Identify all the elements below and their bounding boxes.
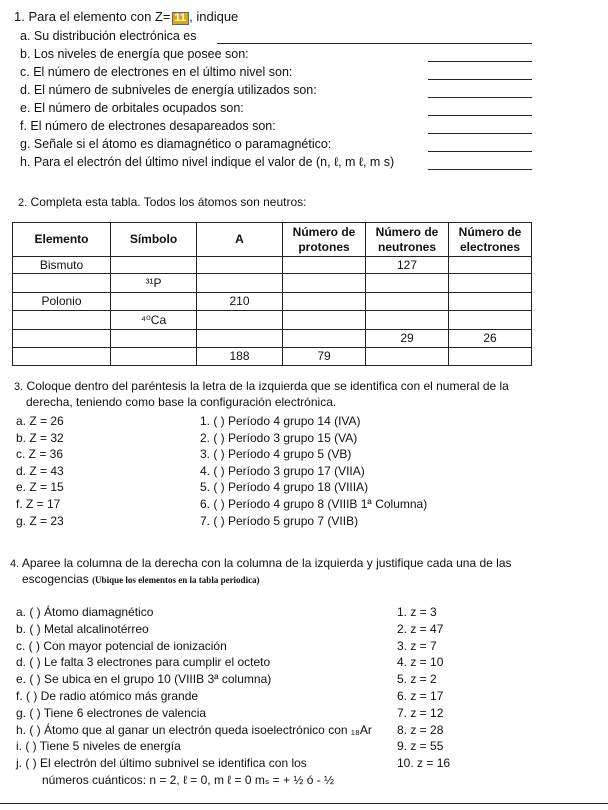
q4-left-item: c. ( ) Con mayor potencial de ionización	[16, 638, 227, 653]
table-cell	[449, 257, 532, 274]
q3-text-line2: derecha, teniendo como base la configuración electrónica.	[26, 395, 337, 409]
q3-right-item: 6. ( ) Período 4 grupo 8 (VIIIB 1ª Columna)	[200, 497, 428, 511]
table-cell	[111, 257, 197, 274]
table-cell	[449, 274, 532, 293]
table-header-line: A	[235, 232, 244, 246]
table-cell: 26	[449, 330, 532, 348]
q1-answer-line	[428, 79, 532, 80]
table-cell	[366, 274, 449, 293]
q4-left-item: h. ( ) Átomo que al ganar un electrón queda isoelectrónico con ₁₈Ar	[16, 722, 372, 737]
table-header-line: Número de	[292, 224, 356, 239]
q2-title: Completa esta tabla. Todos los átomos son neutros:	[30, 195, 307, 209]
table-cell: 79	[283, 348, 366, 366]
table-cell	[13, 348, 111, 366]
q4-right-item: 2. z = 47	[397, 621, 444, 636]
q3-left-item: e. Z = 15	[16, 480, 64, 495]
q3-left-item: g. Z = 23	[16, 513, 64, 528]
q1-item: c. El número de electrones en el último nivel son:	[20, 65, 293, 79]
table-cell: Bismuto	[13, 257, 111, 274]
q4-right-item: 9. z = 55	[397, 739, 444, 754]
q1-z-value-box: 11	[172, 12, 190, 25]
q4-number: 4.	[10, 558, 20, 570]
q4-left-item: j. ( ) El electrón del último subnivel se identifica con los	[16, 756, 307, 771]
table-row	[13, 293, 532, 311]
table-cell	[366, 293, 449, 311]
table-cell	[13, 311, 111, 330]
q1-item: b. Los niveles de energía que posee son:	[20, 47, 249, 61]
q1-answer-line	[428, 61, 532, 62]
q1-answer-line	[428, 169, 532, 170]
table-cell	[283, 274, 366, 293]
q3-right-item: 1. ( ) Período 4 grupo 14 (IVA)	[200, 414, 361, 428]
q3-text-line1	[14, 379, 509, 393]
q4-left-extra: números cuánticos: n = 2, ℓ = 0, m ℓ = 0 mₛ = + ½ ó - ½	[42, 773, 335, 787]
table-header-line: protones	[298, 239, 350, 254]
q4-note: (Ubique los elementos en la tabla periodica)	[92, 575, 260, 585]
table-cell: ⁴⁰Ca	[111, 311, 197, 330]
q4-right-item: 10. z = 16	[397, 756, 451, 771]
table-cell: ³¹P	[111, 274, 197, 293]
table-row	[13, 330, 532, 348]
table-row	[13, 257, 532, 274]
q3-left-item: d. Z = 43	[16, 463, 64, 478]
q1-answer-line	[428, 133, 532, 134]
q1-item: h. Para el electrón del último nivel indique el valor de (n, ℓ, m ℓ, m s)	[20, 155, 395, 169]
q3-text1: Coloque dentro del paréntesis la letra de la izquierda que se identifica con el numeral de la	[26, 379, 509, 393]
table-cell	[197, 274, 283, 293]
table-cell	[197, 311, 283, 330]
table-cell	[449, 311, 532, 330]
q3-right-item: 7. ( ) Período 5 grupo 7 (VIIB)	[200, 513, 359, 528]
q3-left-item: b. Z = 32	[16, 430, 64, 445]
table-row	[13, 311, 532, 330]
q1-answer-line	[428, 151, 532, 152]
q4-left-item: i. ( ) Tiene 5 niveles de energía	[16, 739, 181, 754]
table-cell	[111, 293, 197, 311]
q1-heading	[14, 9, 238, 25]
table-cell	[283, 330, 366, 348]
table-cell	[197, 257, 283, 274]
q4-text-line1	[10, 556, 512, 570]
q3-left-item: f. Z = 17	[16, 497, 61, 511]
table-cell	[283, 293, 366, 311]
q1-answer-line	[428, 115, 532, 116]
q2-heading	[18, 195, 306, 209]
table-header-line: Elemento	[34, 232, 89, 246]
q1-answer-line	[428, 97, 532, 98]
q3-right-item: 4. ( ) Período 3 grupo 17 (VIIA)	[200, 463, 365, 478]
table-cell	[449, 348, 532, 366]
table-cell	[111, 348, 197, 366]
table-cell: 210	[197, 293, 283, 311]
table-header-cell	[366, 223, 449, 257]
table-cell	[283, 257, 366, 274]
q4-text-line2	[22, 572, 260, 586]
table-cell	[197, 330, 283, 348]
q1-lead: Para el elemento con	[28, 9, 152, 24]
q3-right-item: 5. ( ) Período 4 grupo 18 (VIIIA)	[200, 480, 369, 495]
q1-number: 1.	[14, 9, 25, 24]
table-row	[13, 274, 532, 293]
table-header-cell	[13, 223, 111, 257]
q3-right-item: 3. ( ) Período 4 grupo 5 (VB)	[200, 447, 352, 462]
q4-left-item: b. ( ) Metal alcalinotérreo	[16, 621, 149, 636]
table-cell	[13, 330, 111, 348]
table-cell: Polonio	[13, 293, 111, 311]
q4-right-item: 5. z = 2	[397, 672, 437, 687]
q4-left-item: e. ( ) Se ubica en el grupo 10 (VIIIB 3ª columna)	[16, 672, 272, 687]
table-header-line: Símbolo	[129, 232, 178, 246]
q3-number: 3.	[14, 381, 24, 393]
table-header-row	[13, 223, 532, 257]
q4-text1: Aparee la columna de la derecha con la columna de la izquierda y justifique cada una de las	[21, 556, 512, 570]
q1-item: d. El número de subniveles de energía utilizados son:	[20, 83, 317, 97]
q4-right-item: 7. z = 12	[397, 705, 444, 720]
q3-left-item: a. Z = 26	[16, 414, 64, 428]
table-cell	[283, 311, 366, 330]
q1-lead-end: , indique	[189, 9, 239, 24]
q4-left-item: g. ( ) Tiene 6 electrones de valencia	[16, 705, 207, 720]
table-cell: 29	[366, 330, 449, 348]
q1-item: f. El número de electrones desapareados son:	[20, 119, 276, 133]
table-header-line: Número de	[375, 224, 439, 239]
table-cell	[111, 330, 197, 348]
q4-right-item: 4. z = 10	[397, 655, 444, 670]
q4-left-item: f. ( ) De radio atómico más grande	[16, 689, 199, 703]
q4-text2: escogencias	[22, 572, 89, 586]
q1-item: g. Señale si el átomo es diamagnético o paramagnético:	[20, 137, 332, 151]
table-cell	[13, 274, 111, 293]
table-header-cell	[449, 223, 532, 257]
q2-number: 2.	[18, 197, 28, 209]
q4-right-item: 3. z = 7	[397, 638, 437, 653]
table-header-cell	[111, 223, 197, 257]
table-header-cell	[197, 223, 283, 257]
q1-z-label: Z=	[154, 9, 171, 24]
table-body	[13, 257, 532, 366]
table-cell	[449, 293, 532, 311]
table-header-cell	[283, 223, 366, 257]
table-header-line: Número de	[458, 224, 522, 239]
q1-answer-line	[217, 43, 532, 44]
table-cell	[366, 311, 449, 330]
q4-right-item: 6. z = 17	[397, 689, 444, 703]
q4-left-item: a. ( ) Átomo diamagnético	[16, 605, 154, 619]
q1-item: e. El número de orbitales ocupados son:	[20, 101, 244, 115]
table-header-line: electrones	[459, 239, 521, 254]
q3-left-item: c. Z = 36	[16, 447, 64, 462]
table-cell: 127	[366, 257, 449, 274]
q4-right-item: 8. z = 28	[397, 722, 444, 737]
table-cell	[366, 348, 449, 366]
element-table	[12, 222, 532, 366]
table-row	[13, 348, 532, 366]
q1-item: a. Su distribución electrónica es	[20, 29, 197, 43]
table-header-line: neutrones	[377, 239, 436, 254]
q3-right-item: 2. ( ) Período 3 grupo 15 (VA)	[200, 430, 358, 445]
q4-left-item: d. ( ) Le falta 3 electrones para cumplir el octeto	[16, 655, 271, 670]
page-bottom-rule	[0, 803, 608, 804]
table-cell: 188	[197, 348, 283, 366]
q4-right-item: 1. z = 3	[397, 605, 437, 619]
